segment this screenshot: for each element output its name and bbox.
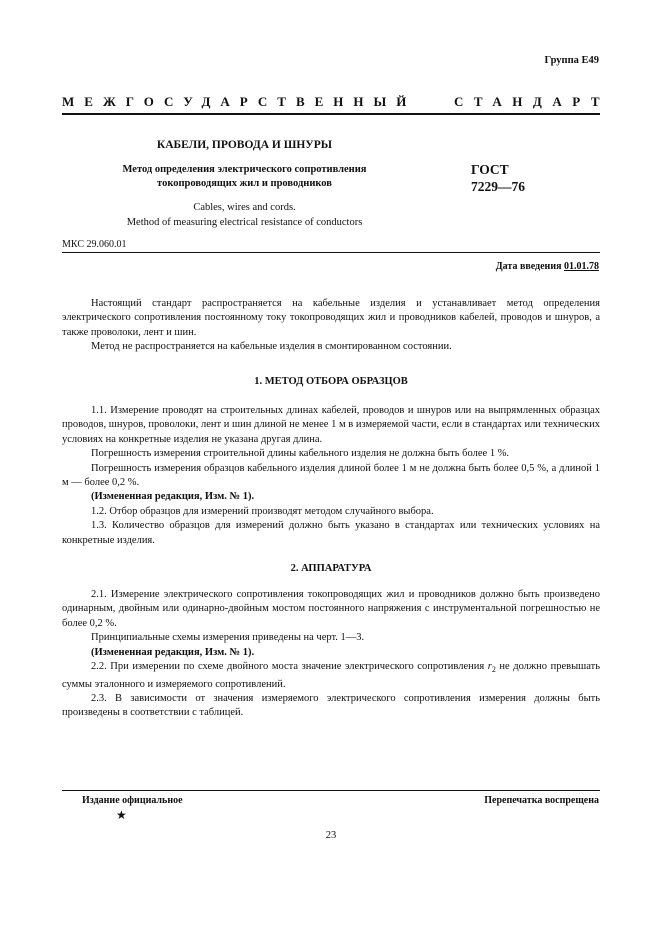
banner-left: МЕЖГОСУДАРСТВЕННЫЙ: [62, 94, 417, 109]
paragraph-sample-error: Погрешность измерения образцов кабельного изделия длиной более 1 м не должна быть более 0,5 %, а длиной 1 м — более 0,2 %.: [62, 462, 600, 489]
section-1-heading: 1. МЕТОД ОТБОРА ОБРАЗЦОВ: [254, 376, 408, 387]
official-edition-label: Издание официальное: [82, 795, 183, 806]
footer-rule: [62, 790, 600, 791]
paragraph-1-1: 1.1. Измерение проводят на строительных длинах кабелей, проводов и шнуров или на выпрямленных образцах проводов, шнуров, проволоки, лент и шин длиной не менее 1 м в измеряемой части, если в стандартах или технических условиях на конкретные изделия не указана другая длина.: [62, 405, 600, 445]
english-line-2: Method of measuring electrical resistance of conductors: [126, 216, 363, 228]
date-label: Дата введения: [495, 261, 562, 272]
paragraph-schemes: Принципиальные схемы измерения приведены на черт. 1—3.: [91, 632, 365, 644]
intro-paragraph: Метод не распространяется на кабельные изделия в смонтированном состоянии.: [91, 341, 452, 353]
english-title: [62, 201, 427, 230]
banner-right: СТАНДАРТ: [453, 94, 610, 109]
english-line-1: Cables, wires and cords.: [193, 202, 296, 213]
paragraph-2-2: 2.2. При измерении по схеме двойного моста значение электрического сопротивления $r_2$ не должно превышать суммы эталонного и измеряемого сопротивлений.: [62, 661, 600, 690]
amendment-note: (Измененная редакция, Изм. № 1).: [91, 491, 255, 503]
gost-designation: [471, 161, 525, 195]
amendment-note: (Измененная редакция, Изм. № 1).: [91, 646, 255, 658]
paragraph-length-error: Погрешность измерения строительной длины кабельного изделия не должна быть более 1 %.: [91, 448, 510, 460]
reprint-prohibited-label: Перепечатка воспрещена: [484, 795, 599, 806]
section-2-heading: 2. АППАРАТУРА: [290, 563, 372, 574]
section-2-text: [62, 588, 600, 721]
date-value: 01.01.78: [564, 261, 599, 272]
gost-number: 7229—76: [471, 179, 525, 194]
header-rule: [62, 113, 600, 115]
mks-rule: [62, 252, 600, 253]
intro-text: [62, 297, 600, 355]
section-1-text: [62, 404, 600, 548]
paragraph-2-3: 2.3. В зависимости от значения измеряемого электрического сопротивления измерения должны быть произведены в соответствии с таблицей.: [62, 692, 600, 719]
gost-label: ГОСТ: [471, 162, 509, 177]
standard-banner: [62, 94, 610, 110]
star-icon: ★: [116, 808, 127, 822]
mks-code: МКС 29.060.01: [62, 239, 127, 250]
intro-paragraph: Настоящий стандарт распространяется на кабельные изделия и устанавливает метод определения электрического сопротивления постоянному току токопроводящих жил и проводников кабелей, проводов и шнуров, а также проволоки, лент и шин.: [62, 298, 600, 338]
document-title: КАБЕЛИ, ПРОВОДА И ШНУРЫ: [156, 139, 333, 151]
document-subtitle: [62, 163, 427, 191]
subtitle-line-1: Метод определения электрического сопротивления: [122, 164, 367, 175]
subtitle-line-2: токопроводящих жил и проводников: [157, 178, 332, 189]
resistance-variable: r: [487, 661, 492, 673]
paragraph-1-3: 1.3. Количество образцов для измерений должно быть указано в стандартах или технических условиях на конкретные изделия.: [62, 520, 600, 546]
paragraph-1-2: 1.2. Отбор образцов для измерений производят методом случайного выбора.: [91, 505, 434, 517]
page-number: 23: [325, 830, 337, 841]
introduction-date: [496, 261, 599, 272]
group-label: Группа Е49: [544, 55, 599, 66]
paragraph-2-1: 2.1. Измерение электрического сопротивления токопроводящих жил и проводников должно быть произведено одинарным, двойным или одинарно-двойным мостом постоянного напряжения с инструментальной погрешностью не более 0,2 %.: [62, 589, 600, 629]
